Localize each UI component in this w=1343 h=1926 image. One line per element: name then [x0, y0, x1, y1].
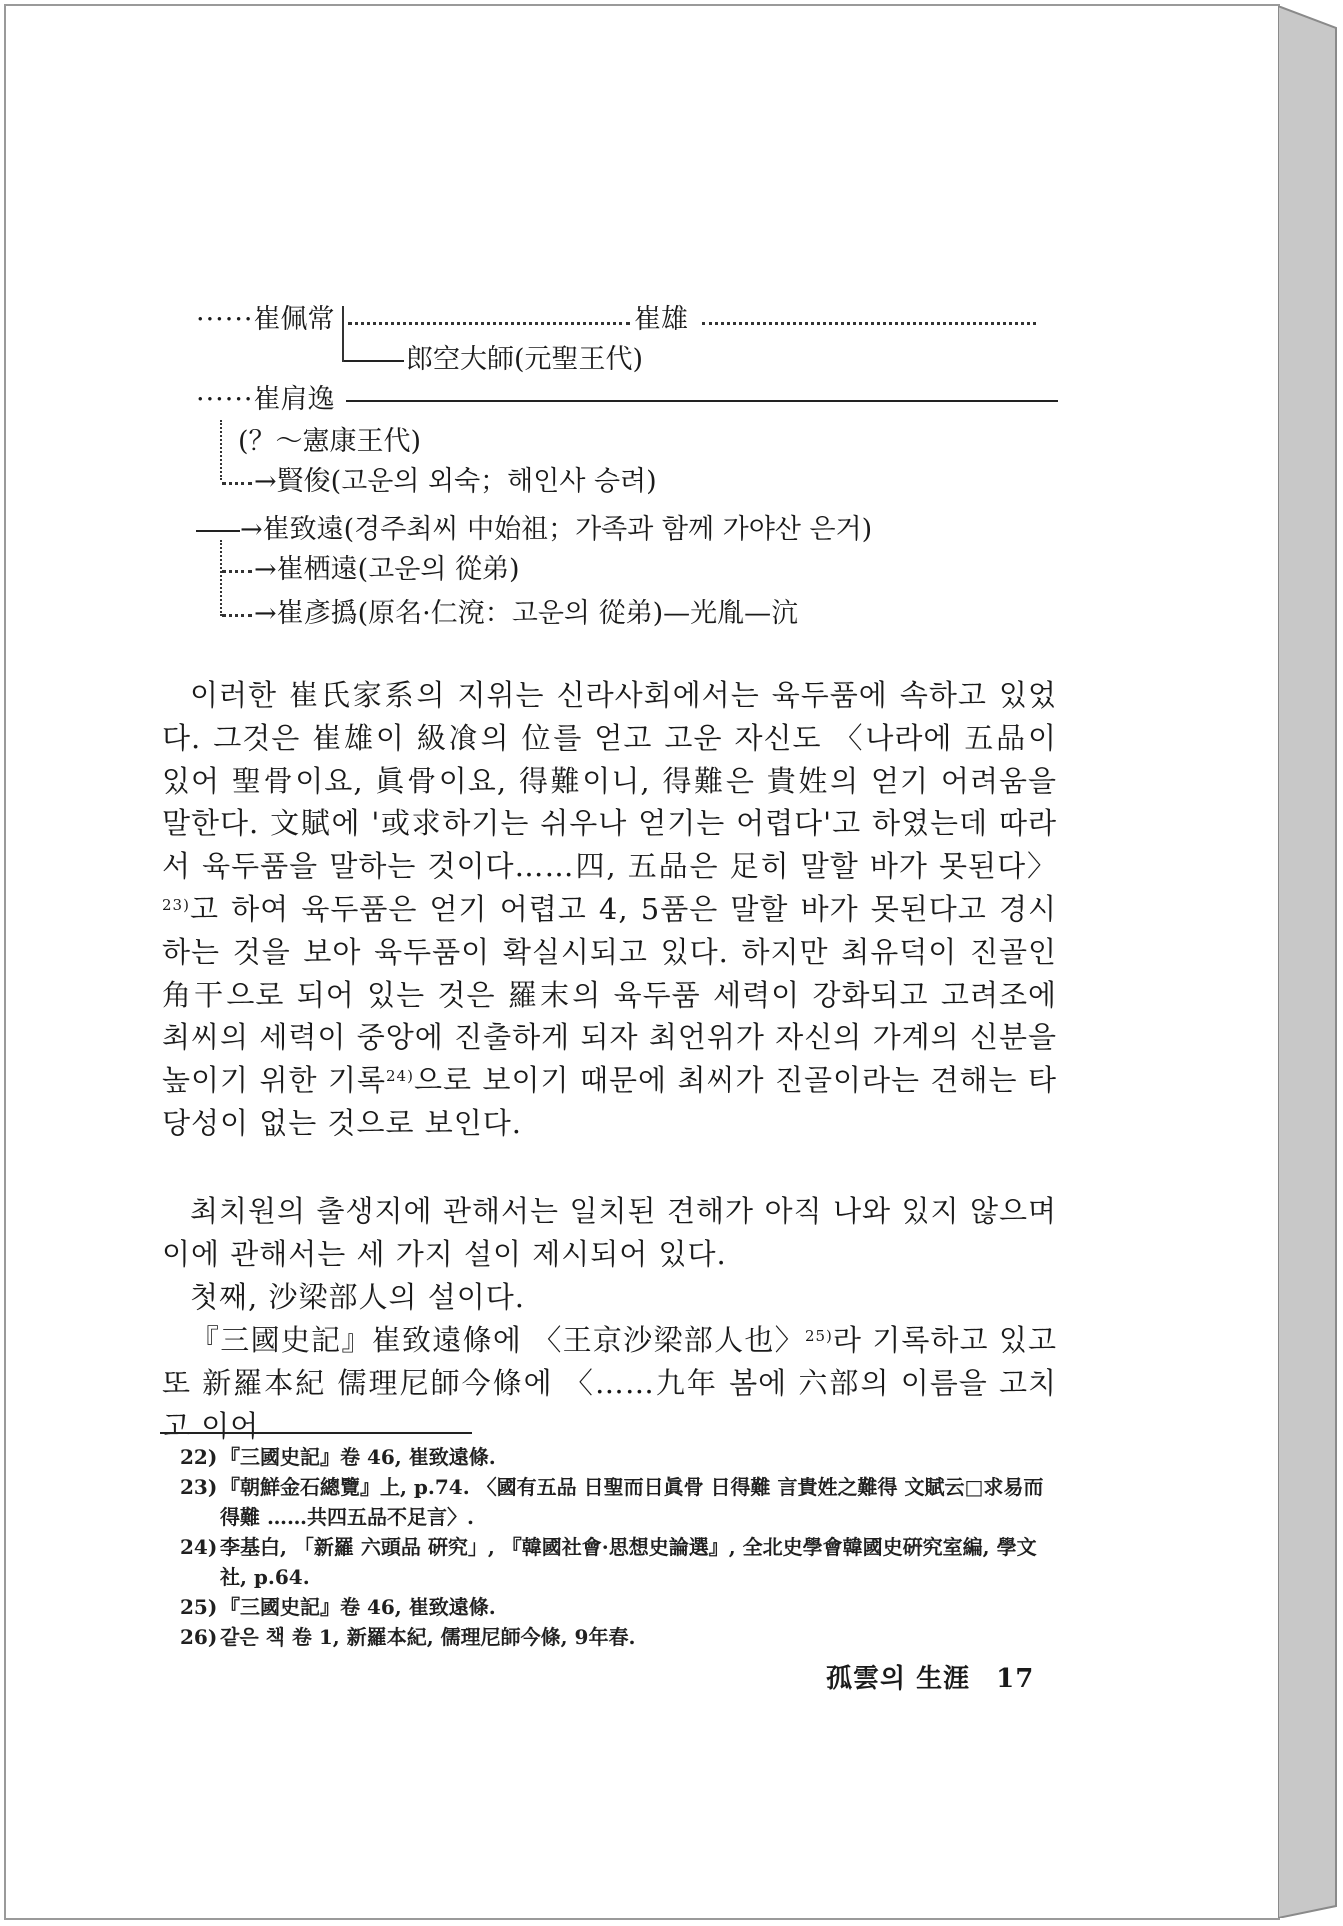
name-choe-gyeonil: 崔肩逸	[253, 384, 335, 415]
connector-horizontal-long	[346, 400, 1058, 402]
genealogy-row-8: →崔彥撝(原名·仁渷：고운의 從弟)—光胤—沆	[254, 598, 799, 629]
footnote-ref: 24)	[386, 1067, 414, 1086]
name-choe-chiwon: 崔致遠(경주최씨 中始祖；가족과 함께 가야산 은거)	[262, 514, 873, 545]
footnote-text: 『朝鮮金石總覽』上, p.74. 〈國有五品 日聖而日眞骨 日得難 言貴姓之難得 文賦云□求易而得難 ……共四五品不足言〉.	[220, 1475, 1044, 1529]
paragraph-text: 으로 보이기 때문에 최씨가 진골이라는 견해는 타당성이 없는 것으로 보인다.	[162, 1063, 1057, 1140]
running-title: 孤雲의 生涯	[826, 1664, 971, 1694]
footnote-text: 『三國史記』卷 46, 崔致遠條.	[220, 1595, 496, 1619]
connector-horizontal	[196, 530, 240, 532]
genealogy-row-5: →賢俊(고운의 외숙；해인사 승려)	[254, 466, 657, 497]
paragraph-text: 라 기록하고 있고 또 新羅本紀 儒理尼師今條에 〈……九年 봄에 六部의 이름을 고치고 이어	[162, 1323, 1057, 1443]
footnote-item	[180, 1532, 1060, 1592]
paragraph-text: 이러한 崔氏家系의 지위는 신라사회에서는 육두품에 속하고 있었다. 그것은 崔雄이 級飡의 位를 얻고 고운 자신도 〈나라에 五品이 있어 聖骨이요, 眞骨이요, 得難이니, 得難은 貴姓의 얻기 어려움을 말한다. 文賦에 '或求하기는 쉬우나 얻기는 어렵다'고 하였는데 따라서 육두품을 말하는 것이다……四, 五品은 足히 말할 바가 못된다〉	[162, 678, 1057, 884]
connector-vertical	[342, 306, 344, 362]
footnote-item	[180, 1622, 1060, 1652]
name-choe-seowon: 崔栖遠(고운의 從弟)	[276, 554, 520, 585]
name-choe-ung: 崔雄	[634, 304, 688, 335]
footnote-ref: 23)	[162, 895, 190, 914]
genealogy-row-1	[196, 302, 335, 338]
name-choe-paesang: 崔佩常	[253, 304, 335, 335]
footnote-text: 같은 책 卷 1, 新羅本紀, 儒理尼師今條, 9年春.	[220, 1625, 636, 1649]
paragraph-text: 『三國史記』崔致遠條에 〈王京沙梁部人也〉	[190, 1323, 805, 1357]
dotted-leader: ······	[196, 384, 254, 415]
running-footer	[826, 1658, 1034, 1695]
name-hyeonjun: 賢俊(고운의 외숙；해인사 승려)	[276, 466, 657, 497]
footnote-item	[180, 1472, 1060, 1532]
dotted-leader: ······	[196, 304, 254, 335]
genealogy-row-3	[196, 382, 335, 418]
footnote-number: 24)	[180, 1535, 218, 1559]
dotted-connector	[222, 482, 252, 485]
footnotes	[180, 1442, 1060, 1652]
connector-horizontal	[344, 360, 404, 362]
name-nanggong-daesa: 郎空大師(元聖王代)	[406, 344, 644, 375]
footnote-number: 26)	[180, 1625, 218, 1649]
connector-vertical-dotted	[220, 540, 222, 616]
paragraph-birthplace: 최치원의 출생지에 관해서는 일치된 견해가 아직 나와 있지 않으며 이에 관해서는 세 가지 설이 제시되어 있다.	[162, 1194, 1057, 1271]
page-edge-shadow	[1278, 6, 1338, 1918]
footnote-number: 22)	[180, 1445, 218, 1469]
genealogy-row-6: →崔致遠(경주최씨 中始祖；가족과 함께 가야산 은거)	[240, 514, 873, 545]
paragraph-first-theory: 첫째, 沙梁部人의 설이다.	[190, 1280, 525, 1314]
label-reign-honggang: (？～憲康王代)	[238, 426, 422, 457]
page-number: 17	[996, 1664, 1035, 1694]
paragraph-family-status	[162, 674, 1057, 1145]
dotted-connector	[222, 614, 252, 617]
footnote-text: 李基白, 「新羅 六頭品 硏究」, 『韓國社會·思想史論選』, 全北史學會韓國史硏究室編, 學文社, p.64.	[220, 1535, 1037, 1589]
paragraph-samguk-sagi	[162, 1319, 1057, 1447]
footnote-ref: 25)	[804, 1327, 833, 1345]
genealogy-row-7: →崔栖遠(고운의 從弟)	[254, 554, 520, 585]
footnote-item	[180, 1592, 1060, 1622]
name-choe-eonwi: 崔彥撝(原名·仁渷：고운의 從弟)—光胤—沆	[276, 598, 799, 629]
paragraph-text: 고 하여 육두품은 얻기 어렵고 4, 5품은 말할 바가 못된다고 경시하는 것을 보아 육두품이 확실시되고 있다. 하지만 최유덕이 진골인 角干으로 되어 있는 것은 羅末의 육두품 세력이 강화되고 고려조에 최씨의 세력이 중앙에 진출하게 되자 최언위가 자신의 가계의 신분을 높이기 위한 기록	[162, 891, 1057, 1098]
footnote-separator	[160, 1432, 472, 1434]
footnote-item	[180, 1442, 1060, 1472]
connector-vertical-dotted	[220, 420, 222, 480]
footnote-text: 『三國史記』卷 46, 崔致遠條.	[220, 1445, 496, 1469]
dotted-connector	[348, 322, 630, 325]
footnote-number: 23)	[180, 1475, 218, 1499]
footnote-number: 25)	[180, 1595, 218, 1619]
dotted-connector-end	[702, 322, 1036, 325]
dotted-connector	[222, 570, 252, 573]
